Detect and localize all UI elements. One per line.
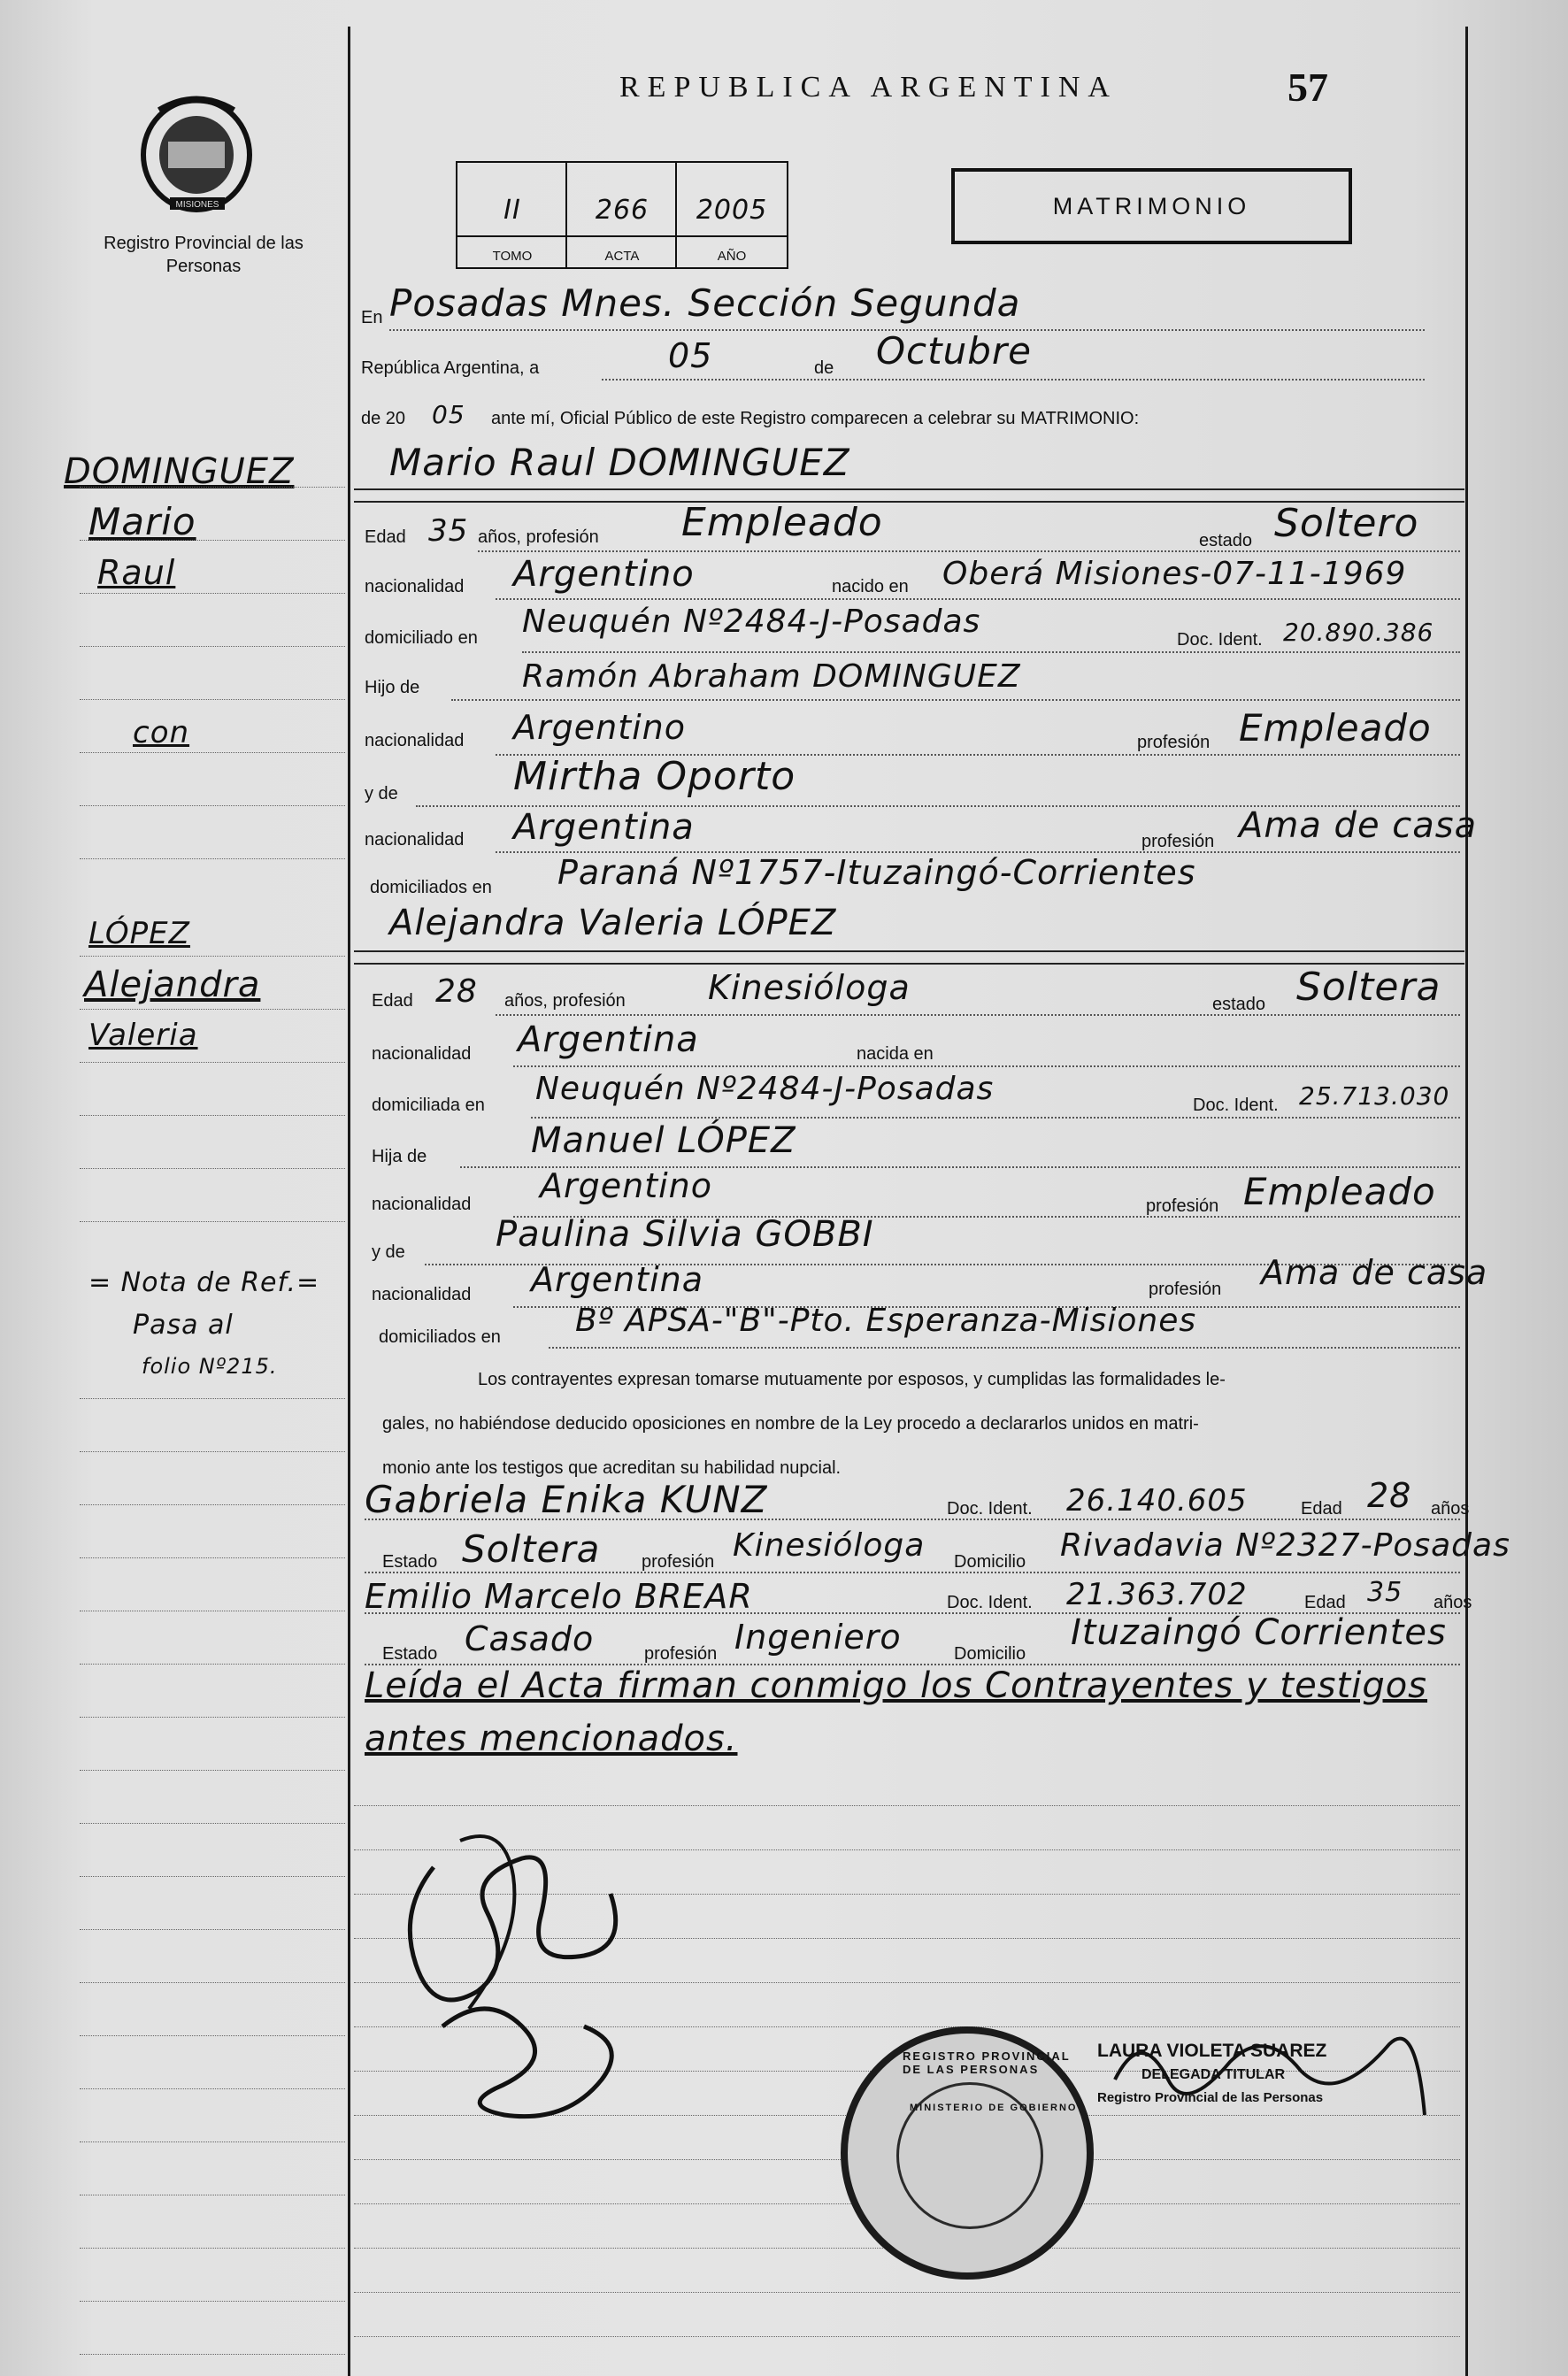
month: Octubre: [876, 329, 1033, 373]
bride-father-prof-label: profesión: [1146, 1196, 1219, 1216]
witness-1-domicilio-label: Domicilio: [954, 1552, 1026, 1572]
margin-note-line-2: Pasa al: [133, 1310, 234, 1341]
witness-1-civil-status: Soltera: [462, 1527, 601, 1571]
page-number: 57: [1287, 65, 1328, 110]
acta-value: 266: [595, 195, 649, 226]
de-label: de: [814, 358, 834, 378]
en-label: En: [361, 308, 383, 327]
officer-name: LAURA VIOLETA SUAREZ: [1097, 2041, 1327, 2061]
bride-father-nat-label: nacionalidad: [372, 1195, 472, 1214]
acta-label: ACTA: [604, 249, 640, 264]
bride-nationality: Argentina: [518, 1019, 699, 1060]
groom-mother-profession: Ama de casa: [1239, 805, 1478, 846]
declaration-line-3: monio ante los testigos que acreditan su habilidad nupcial.: [382, 1458, 842, 1478]
groom-parents-address: Paraná Nº1757-Ituzaingó-Corrientes: [557, 853, 1196, 892]
margin-groom-name-1: Mario: [88, 500, 196, 543]
bride-parents-address: Bº APSA-"B"-Pto. Esperanza-Misiones: [575, 1303, 1197, 1339]
groom-father: Ramón Abraham DOMINGUEZ: [522, 658, 1021, 695]
groom-father-nationality: Argentino: [513, 708, 686, 747]
margin-groom-surname: DOMINGUEZ: [64, 451, 295, 492]
bride-mother-prof-label: profesión: [1149, 1280, 1222, 1299]
bride-edad-label: Edad: [372, 991, 413, 1011]
declaration-line-2: gales, no habiéndose deducido oposiciones en nombre de la Ley procedo a declararlos unidos en matri-: [382, 1414, 1199, 1434]
record-box: [456, 161, 788, 269]
witness-2-anos-label: años: [1433, 1593, 1472, 1612]
witness-1-doc: 26.140.605: [1066, 1483, 1248, 1519]
witness-2-address: Ituzaingó Corrientes: [1071, 1612, 1447, 1653]
anio-value: 2005: [696, 195, 768, 226]
margin-bride-name-1: Alejandra: [84, 965, 261, 1005]
bride-civil-status: Soltera: [1296, 965, 1441, 1010]
bride-mother: Paulina Silvia GOBBI: [496, 1214, 874, 1255]
tomo-value: II: [503, 195, 521, 226]
closing-line-1: Leída el Acta firman conmigo los Contrayentes y testigos: [365, 1665, 1428, 1706]
bride-father-nationality: Argentino: [540, 1166, 712, 1205]
witness-1-edad-label: Edad: [1301, 1499, 1342, 1519]
groom-mother-nationality: Argentina: [513, 807, 695, 848]
groom-nacido-label: nacido en: [832, 577, 909, 596]
bride-doc: 25.713.030: [1299, 1081, 1450, 1111]
groom-mother-prof-label: profesión: [1141, 832, 1215, 851]
margin-bride-name-2: Valeria: [88, 1018, 198, 1053]
witness-1-doc-label: Doc. Ident.: [947, 1499, 1033, 1519]
right-border: [1465, 27, 1468, 2376]
witness-1-estado-label: Estado: [382, 1552, 438, 1572]
emblem-label: MISIONES: [175, 200, 219, 210]
year-prefix: de 20: [361, 409, 406, 428]
witness-2-profession: Ingeniero: [734, 1618, 902, 1657]
margin-note-line-3: folio Nº215.: [142, 1354, 278, 1379]
witness-2-estado-label: Estado: [382, 1644, 438, 1664]
officer-office: Registro Provincial de las Personas: [1097, 2090, 1324, 2105]
stamp-inner-text: MINISTERIO DE GOBIERNO: [910, 2103, 1078, 2113]
bride-profession: Kinesióloga: [708, 968, 911, 1007]
witness-2-profesion-label: profesión: [644, 1644, 718, 1664]
groom-nacionalidad-label: nacionalidad: [365, 577, 465, 596]
groom-profession: Empleado: [681, 500, 883, 545]
bride-estado-label: estado: [1212, 995, 1266, 1014]
bride-y-de-label: y de: [372, 1242, 405, 1262]
groom-father-prof-label: profesión: [1137, 733, 1211, 752]
official-round-stamp: [841, 2026, 1094, 2280]
intro-statement: ante mí, Oficial Público de este Registro comparecen a celebrar su MATRIMONIO:: [491, 409, 1140, 428]
registry-name: Registro Provincial de las Personas: [104, 234, 304, 276]
witness-2-doc-label: Doc. Ident.: [947, 1593, 1033, 1612]
witness-1-age: 28: [1367, 1476, 1412, 1515]
officer-title: DELEGADA TITULAR: [1141, 2067, 1286, 2082]
tomo-label: TOMO: [492, 249, 533, 264]
witness-2-domicilio-label: Domicilio: [954, 1644, 1026, 1664]
groom-full-name: Mario Raul DOMINGUEZ: [389, 441, 850, 484]
groom-doc-label: Doc. Ident.: [1177, 630, 1263, 650]
groom-y-de-label: y de: [365, 784, 398, 804]
republica-label: República Argentina, a: [361, 358, 540, 378]
year-suffix: 05: [432, 400, 465, 429]
bride-mother-nat-label: nacionalidad: [372, 1285, 472, 1304]
groom-mother-nat-label: nacionalidad: [365, 830, 465, 850]
witness-2-edad-label: Edad: [1304, 1593, 1346, 1612]
groom-age: 35: [428, 513, 469, 549]
signature-2-icon: [425, 1973, 637, 2133]
groom-estado-label: estado: [1199, 531, 1253, 550]
country-title: REPUBLICA ARGENTINA: [619, 71, 1118, 104]
bride-father-profession: Empleado: [1243, 1170, 1436, 1213]
witness-2-name: Emilio Marcelo BREAR: [365, 1577, 753, 1616]
provincial-emblem-icon: [133, 93, 261, 217]
groom-parents-domicilio-label: domiciliados en: [370, 878, 492, 897]
groom-birthplace: Oberá Misiones-07-11-1969: [942, 556, 1407, 592]
bride-nacionalidad-label: nacionalidad: [372, 1044, 472, 1064]
groom-mother: Mirtha Oporto: [513, 754, 796, 799]
groom-anos-label: años, profesión: [478, 527, 599, 547]
bride-mother-profession: Ama de casa: [1261, 1253, 1488, 1292]
document-type: MATRIMONIO: [951, 168, 1352, 244]
margin-note-line-1: = Nota de Ref.=: [88, 1267, 320, 1298]
bride-mother-nationality: Argentina: [531, 1260, 704, 1299]
witness-2-civil-status: Casado: [465, 1619, 595, 1658]
bride-doc-label: Doc. Ident.: [1193, 1096, 1279, 1115]
groom-doc: 20.890.386: [1283, 618, 1434, 647]
groom-edad-label: Edad: [365, 527, 406, 547]
closing-line-2: antes mencionados.: [365, 1719, 738, 1759]
groom-father-profession: Empleado: [1239, 706, 1432, 750]
bride-parents-domicilio-label: domiciliados en: [379, 1327, 501, 1347]
groom-hijo-label: Hijo de: [365, 678, 420, 697]
declaration-line-1: Los contrayentes expresan tomarse mutuamente por esposos, y cumplidas las formalidades le-: [478, 1370, 1226, 1389]
bride-father: Manuel LÓPEZ: [531, 1120, 796, 1161]
bride-age: 28: [435, 973, 478, 1010]
bride-hija-label: Hija de: [372, 1147, 427, 1166]
groom-nationality: Argentino: [513, 554, 695, 595]
witness-2-age: 35: [1367, 1577, 1403, 1608]
bride-domicilio-label: domiciliada en: [372, 1096, 485, 1115]
bride-full-name: Alejandra Valeria LÓPEZ: [389, 903, 837, 943]
witness-1-name: Gabriela Enika KUNZ: [365, 1478, 768, 1521]
groom-domicilio-label: domiciliado en: [365, 628, 478, 648]
groom-address: Neuquén Nº2484-J-Posadas: [522, 604, 981, 640]
witness-1-anos-label: años: [1431, 1499, 1470, 1519]
margin-connector: con: [133, 715, 190, 750]
witness-2-doc: 21.363.702: [1066, 1577, 1248, 1612]
place: Posadas Mnes. Sección Segunda: [389, 281, 1021, 325]
anio-label: AÑO: [717, 249, 747, 264]
groom-civil-status: Soltero: [1274, 501, 1419, 546]
margin-bride-surname: LÓPEZ: [88, 916, 190, 951]
bride-address: Neuquén Nº2484-J-Posadas: [535, 1071, 995, 1107]
witness-1-profession: Kinesióloga: [733, 1527, 926, 1564]
witness-1-profesion-label: profesión: [642, 1552, 715, 1572]
day: 05: [668, 336, 713, 375]
margin-divider: [348, 27, 350, 2376]
bride-anos-label: años, profesión: [504, 991, 626, 1011]
bride-nacida-label: nacida en: [857, 1044, 934, 1064]
margin-groom-name-2: Raul: [97, 553, 176, 592]
stamp-ring-text: REGISTRO PROVINCIAL DE LAS PERSONAS: [903, 2049, 1071, 2076]
groom-father-nat-label: nacionalidad: [365, 731, 465, 750]
witness-1-address: Rivadavia Nº2327-Posadas: [1060, 1527, 1510, 1564]
